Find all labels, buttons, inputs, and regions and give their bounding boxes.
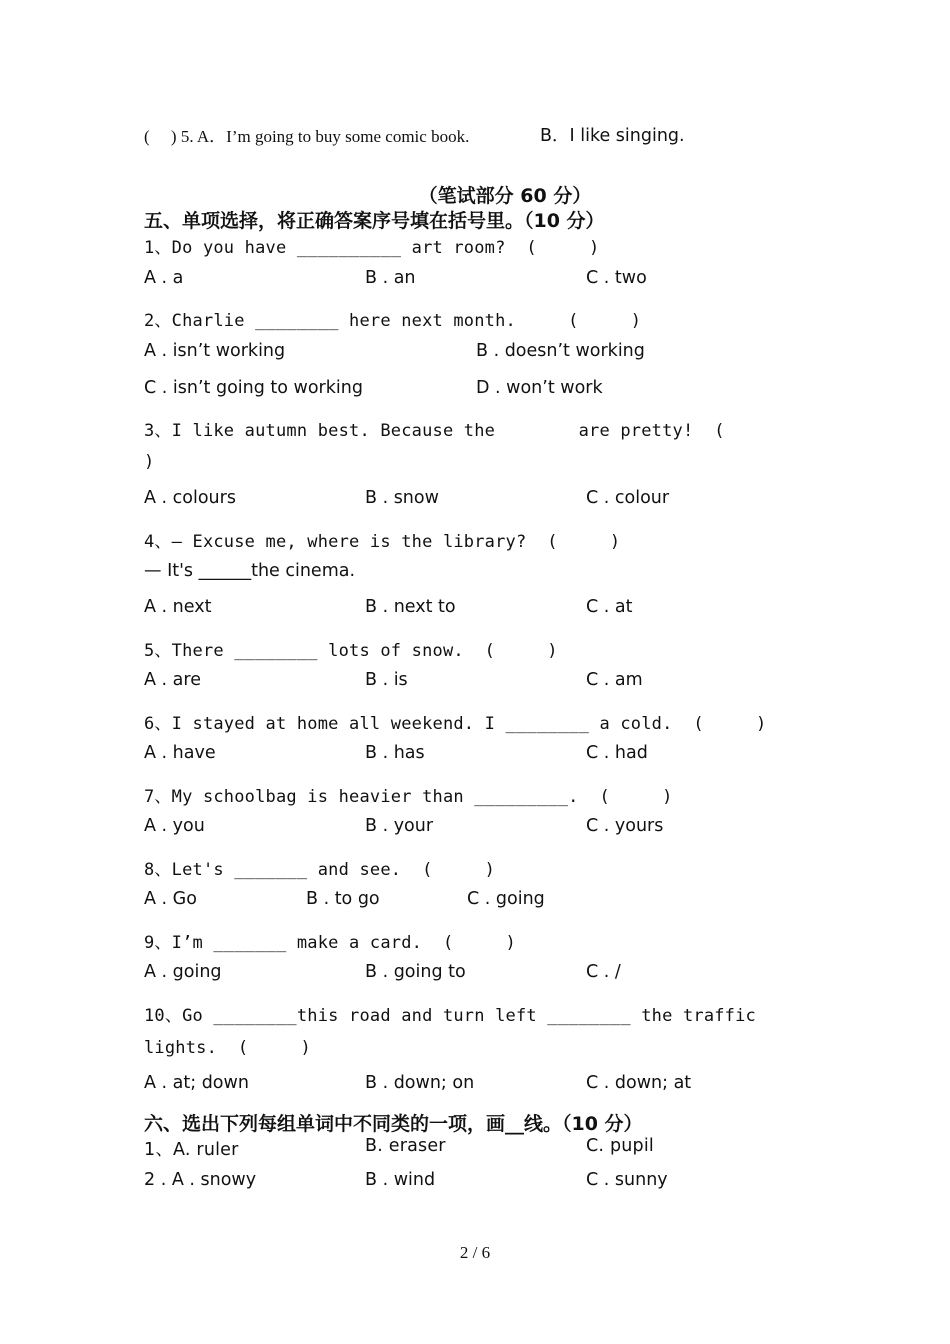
q6-option-c: C . had bbox=[586, 743, 648, 763]
q9-option-b: B . going to bbox=[365, 962, 466, 982]
q9-stem: 9、I’m _______ make a card. ( ) bbox=[144, 933, 516, 953]
q1-option-c: C . two bbox=[586, 268, 647, 288]
q3-option-b: B . snow bbox=[365, 488, 439, 508]
q6-option-b: B . has bbox=[365, 743, 425, 763]
q1-stem: 1、Do you have __________ art room? ( ) bbox=[144, 238, 600, 258]
q6-option-a: A . have bbox=[144, 743, 216, 763]
q7-option-c: C . yours bbox=[586, 816, 664, 836]
q5-stem: 5、There ________ lots of snow. ( ) bbox=[144, 641, 558, 661]
q4-option-b: B . next to bbox=[365, 597, 456, 617]
q1-option-a: A . a bbox=[144, 268, 184, 288]
q2-stem: 2、Charlie ________ here next month. ( ) bbox=[144, 311, 642, 331]
q9-option-c: C . / bbox=[586, 962, 621, 982]
q10-stem: 10、Go ________this road and turn left ________ the traffic bbox=[144, 1006, 756, 1026]
section6-heading: 六、选出下列每组单词中不同类的一项，画__线。（10 分） bbox=[144, 1113, 643, 1135]
s6-group1-option-b: B. eraser bbox=[365, 1136, 446, 1156]
q7-stem: 7、My schoolbag is heavier than _________. ( ) bbox=[144, 787, 673, 807]
q2-option-c: C . isn’t going to working bbox=[144, 378, 363, 398]
q3-stem-cont: ) bbox=[144, 452, 155, 472]
page-number: 2 / 6 bbox=[459, 1243, 491, 1262]
q5-option-a: A . are bbox=[144, 670, 201, 690]
s6-group1-option-a: 1、A. ruler bbox=[144, 1140, 239, 1160]
q1-option-b: B . an bbox=[365, 268, 416, 288]
q5-option-b: B . is bbox=[365, 670, 408, 690]
listening-q5-stem: ( ) 5. A．I’m going to buy some comic book. bbox=[144, 127, 470, 146]
q3-option-c: C . colour bbox=[586, 488, 670, 508]
s6-group2-option-b: B . wind bbox=[365, 1170, 436, 1190]
q2-option-d: D . won’t work bbox=[476, 378, 603, 398]
q8-stem: 8、Let's _______ and see. ( ) bbox=[144, 860, 496, 880]
s6-group2-option-c: C . sunny bbox=[586, 1170, 668, 1190]
listening-q5-option-b: B．I like singing. bbox=[540, 126, 685, 146]
s6-group1-option-c: C. pupil bbox=[586, 1136, 654, 1156]
q4-option-a: A . next bbox=[144, 597, 212, 617]
q3-option-a: A . colours bbox=[144, 488, 236, 508]
written-part-title: （笔试部分 60 分） bbox=[418, 185, 592, 207]
q8-option-c: C . going bbox=[467, 889, 545, 909]
q9-option-a: A . going bbox=[144, 962, 222, 982]
section5-heading: 五、单项选择，将正确答案序号填在括号里。（10 分） bbox=[144, 210, 605, 232]
q3-stem: 3、I like autumn best. Because the are pretty! ( bbox=[144, 421, 725, 441]
s6-group2-option-a: 2 . A . snowy bbox=[144, 1170, 257, 1190]
q4-stem: 4、— Excuse me, where is the library? ( ) bbox=[144, 532, 621, 552]
q4-answer-line: — It's ______the cinema. bbox=[144, 561, 356, 581]
q4-option-c: C . at bbox=[586, 597, 633, 617]
q10-stem-cont: lights. ( ) bbox=[144, 1038, 311, 1058]
q2-option-b: B . doesn’t working bbox=[476, 341, 645, 361]
q5-option-c: C . am bbox=[586, 670, 643, 690]
q8-option-a: A . Go bbox=[144, 889, 197, 909]
q6-stem: 6、I stayed at home all weekend. I ________ a cold. ( ) bbox=[144, 714, 767, 734]
q10-option-b: B . down; on bbox=[365, 1073, 475, 1093]
q7-option-b: B . your bbox=[365, 816, 434, 836]
q7-option-a: A . you bbox=[144, 816, 205, 836]
q2-option-a: A . isn’t working bbox=[144, 341, 286, 361]
q10-option-a: A . at; down bbox=[144, 1073, 249, 1093]
q10-option-c: C . down; at bbox=[586, 1073, 692, 1093]
q8-option-b: B . to go bbox=[306, 889, 380, 909]
